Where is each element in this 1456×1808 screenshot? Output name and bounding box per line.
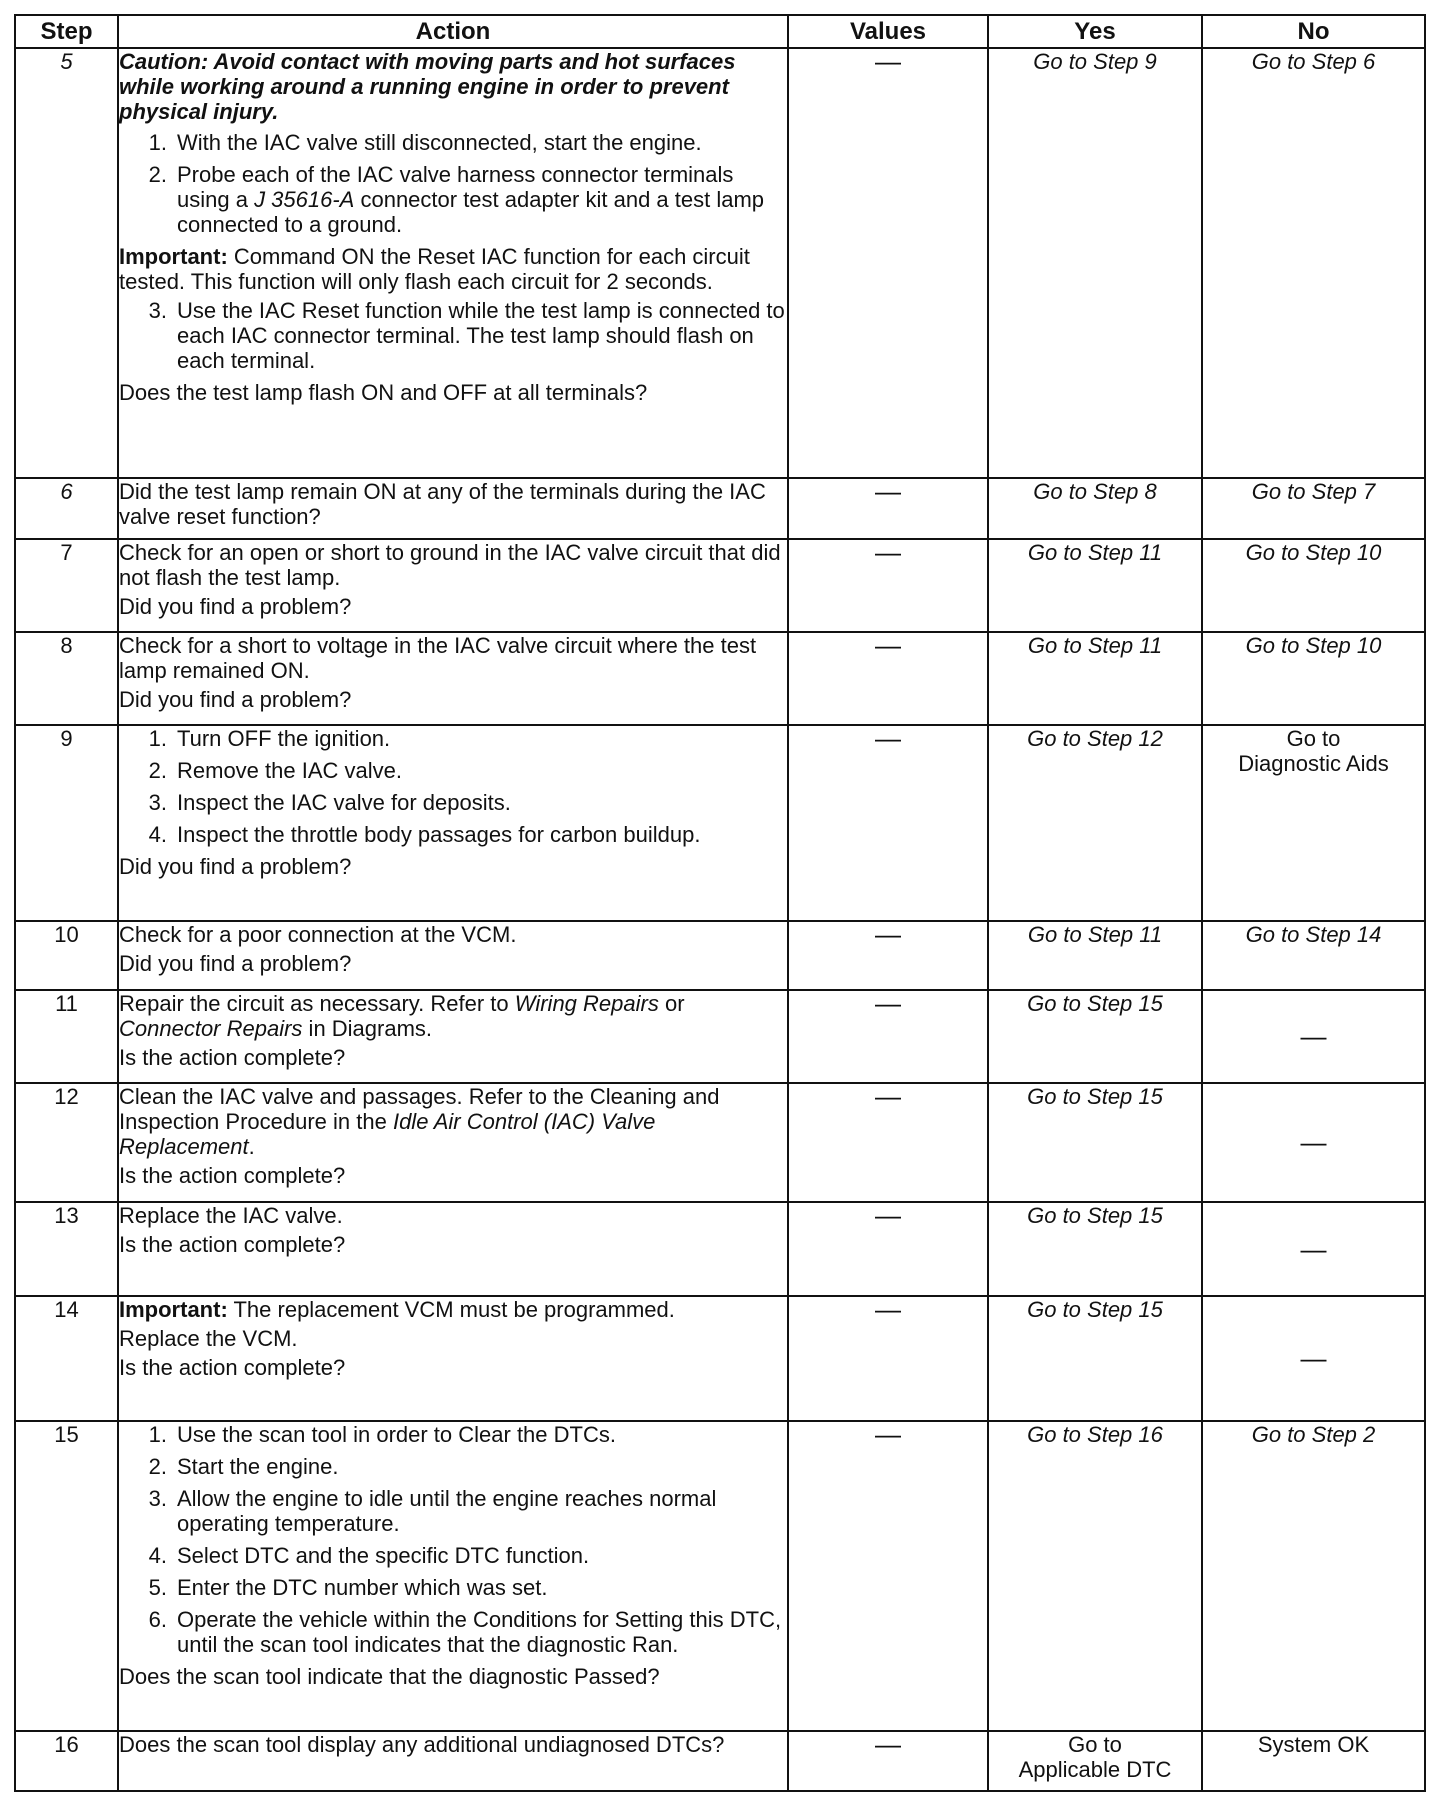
caution-text: Caution: Avoid contact with moving parts and hot surfaces while working around a running engine in order to prevent physical injury. — [119, 49, 736, 124]
question-text: Did you find a problem? — [119, 854, 352, 880]
action-text: Replace the IAC valve. — [119, 1202, 343, 1228]
step-number: 9 — [15, 725, 118, 921]
step-number: 5 — [15, 48, 118, 478]
table-row-step-8 — [15, 632, 1425, 725]
table-row-step-12 — [15, 1083, 1425, 1202]
no-cell: Go to Step 6 — [1202, 48, 1425, 478]
step-number: 14 — [15, 1296, 118, 1421]
no-cell: Go to Step 14 — [1202, 921, 1425, 989]
yes-cell: Go to Step 11 — [988, 921, 1202, 989]
question-text: Is the action complete? — [119, 1044, 346, 1070]
header-yes: Yes — [988, 15, 1202, 48]
table-row-step-13 — [15, 1202, 1425, 1296]
values-cell: — — [788, 990, 988, 1083]
question-text: Did the test lamp remain ON at any of the terminals during the IAC valve reset function? — [119, 479, 766, 530]
yes-cell: Go to Step 15 — [988, 1083, 1202, 1202]
table-row-step-6 — [15, 478, 1425, 538]
action-cell — [118, 632, 788, 725]
header-no: No — [1202, 15, 1425, 48]
step-number: 12 — [15, 1083, 118, 1202]
list-item: 4. Inspect the throttle body passages for carbon buildup. — [148, 822, 701, 848]
question-text: Does the test lamp flash ON and OFF at all terminals? — [119, 380, 648, 405]
no-cell: Go to Step 2 — [1202, 1421, 1425, 1731]
values-cell: — — [788, 1731, 988, 1791]
step-number: 7 — [15, 539, 118, 632]
list-item: 3. Inspect the IAC valve for deposits. — [148, 790, 511, 816]
values-cell: — — [788, 48, 988, 478]
list-item: 2. Probe each of the IAC valve harness connector terminals using a J 35616-A connector test adapter kit and a test lamp connected to a ground. — [148, 162, 765, 237]
step-number: 16 — [15, 1731, 118, 1791]
action-cell — [118, 1083, 788, 1202]
values-cell: — — [788, 1296, 988, 1421]
table-row-step-14 — [15, 1296, 1425, 1421]
values-cell: — — [788, 725, 988, 921]
no-cell: — — [1202, 1296, 1425, 1421]
action-cell — [118, 1421, 788, 1731]
yes-cell: Go to Step 15 — [988, 990, 1202, 1083]
action-cell — [118, 1296, 788, 1421]
action-cell — [118, 725, 788, 921]
values-cell: — — [788, 632, 988, 725]
list-item: 1. Turn OFF the ignition. — [148, 726, 391, 752]
question-text: Is the action complete? — [119, 1231, 346, 1257]
no-cell: — — [1202, 1083, 1425, 1202]
list-item: 1. Use the scan tool in order to Clear the DTCs. — [148, 1422, 616, 1447]
header-values: Values — [788, 15, 988, 48]
header-step: Step — [15, 15, 118, 48]
table-row-step-15 — [15, 1421, 1425, 1731]
question-text: Does the scan tool display any additional undiagnosed DTCs? — [119, 1731, 725, 1757]
yes-cell: Go to Applicable DTC — [988, 1731, 1202, 1791]
step-number: 11 — [15, 990, 118, 1083]
list-item: 5. Enter the DTC number which was set. — [148, 1575, 548, 1600]
action-cell — [118, 1202, 788, 1296]
question-text: Is the action complete? — [119, 1163, 346, 1189]
yes-cell: Go to Step 15 — [988, 1296, 1202, 1421]
table-row-step-7 — [15, 539, 1425, 632]
question-text: Did you find a problem? — [119, 951, 352, 977]
list-item: 3. Allow the engine to idle until the engine reaches normal operating temperature. — [148, 1486, 717, 1536]
list-item: 2. Remove the IAC valve. — [148, 758, 402, 784]
yes-cell: Go to Step 12 — [988, 725, 1202, 921]
action-text: Repair the circuit as necessary. Refer to Wiring Repairs or Connector Repairs in Diagrams. — [119, 990, 685, 1041]
values-cell: — — [788, 1421, 988, 1731]
values-cell: — — [788, 539, 988, 632]
values-cell: — — [788, 1083, 988, 1202]
list-item: 2. Start the engine. — [148, 1454, 339, 1479]
table-row-step-16 — [15, 1731, 1425, 1791]
list-item: 6. Operate the vehicle within the Conditions for Setting this DTC, until the scan tool indicates that the diagnostic Ran. — [148, 1607, 782, 1657]
values-cell: — — [788, 1202, 988, 1296]
action-text: Check for a poor connection at the VCM. — [119, 922, 517, 948]
yes-cell: Go to Step 11 — [988, 632, 1202, 725]
no-cell: Go to Step 10 — [1202, 539, 1425, 632]
yes-cell: Go to Step 16 — [988, 1421, 1202, 1731]
table-row-step-11 — [15, 990, 1425, 1083]
values-cell: — — [788, 478, 988, 538]
header-action: Action — [118, 15, 788, 48]
no-cell: — — [1202, 990, 1425, 1083]
action-cell — [118, 990, 788, 1083]
action-cell — [118, 539, 788, 632]
step-number: 8 — [15, 632, 118, 725]
table-row-step-9 — [15, 725, 1425, 921]
no-cell: Go to Diagnostic Aids — [1202, 725, 1425, 921]
list-item: 1. With the IAC valve still disconnected, start the engine. — [148, 130, 702, 155]
step-number: 15 — [15, 1421, 118, 1731]
no-cell: Go to Step 7 — [1202, 478, 1425, 538]
yes-cell: Go to Step 9 — [988, 48, 1202, 478]
yes-cell: Go to Step 15 — [988, 1202, 1202, 1296]
diagnostic-table — [14, 14, 1426, 1792]
yes-cell: Go to Step 8 — [988, 478, 1202, 538]
values-cell: — — [788, 921, 988, 989]
action-text: Check for a short to voltage in the IAC valve circuit where the test lamp remained ON. — [119, 632, 757, 683]
question-text: Is the action complete? — [119, 1355, 346, 1381]
important-note: Important: Command ON the Reset IAC function for each circuit tested. This function will only flash each circuit for 2 seconds. — [119, 244, 750, 294]
action-text: Replace the VCM. — [119, 1326, 298, 1352]
header-row — [15, 15, 1425, 48]
no-cell: System OK — [1202, 1731, 1425, 1791]
action-cell — [118, 48, 788, 478]
action-text: Check for an open or short to ground in the IAC valve circuit that did not flash the test lamp. — [119, 539, 781, 590]
table-row-step-5 — [15, 48, 1425, 478]
action-text: Clean the IAC valve and passages. Refer to the Cleaning and Inspection Procedure in the Idle Air Control (IAC) Valve Replacement. — [119, 1084, 720, 1160]
important-note: Important: The replacement VCM must be programmed. — [119, 1297, 675, 1323]
step-number: 10 — [15, 921, 118, 989]
action-cell — [118, 478, 788, 538]
yes-cell: Go to Step 11 — [988, 539, 1202, 632]
question-text: Does the scan tool indicate that the diagnostic Passed? — [119, 1664, 660, 1689]
list-item: 4. Select DTC and the specific DTC function. — [148, 1543, 590, 1568]
step-number: 13 — [15, 1202, 118, 1296]
action-cell — [118, 1731, 788, 1791]
step-number: 6 — [15, 478, 118, 538]
table-row-step-10 — [15, 921, 1425, 989]
no-cell: Go to Step 10 — [1202, 632, 1425, 725]
list-item: 3. Use the IAC Reset function while the test lamp is connected to each IAC connector terminal. The test lamp should flash on each terminal. — [148, 298, 785, 373]
question-text: Did you find a problem? — [119, 593, 352, 619]
action-cell — [118, 921, 788, 989]
question-text: Did you find a problem? — [119, 686, 352, 712]
no-cell: — — [1202, 1202, 1425, 1296]
